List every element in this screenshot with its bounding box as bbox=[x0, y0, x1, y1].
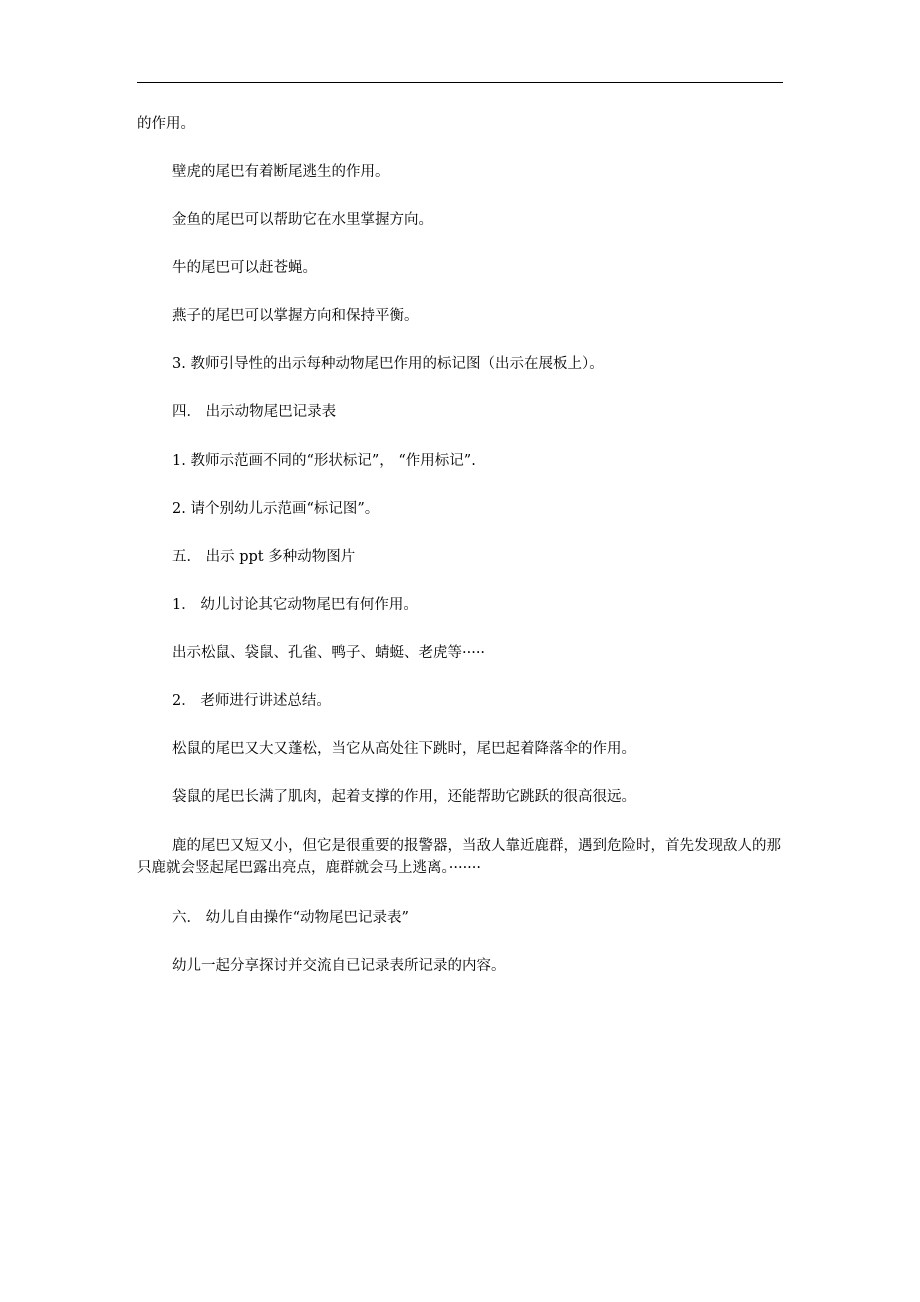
paragraph-step-4-1: 1. 教师示范画不同的“形状标记”， “作用标记”. bbox=[172, 453, 476, 469]
paragraph-step-5-1: 1． 幼儿讨论其它动物尾巴有何作用。 bbox=[172, 597, 418, 613]
paragraph-swallow-tail: 燕子的尾巴可以掌握方向和保持平衡。 bbox=[172, 308, 419, 324]
paragraph-kangaroo-tail: 袋鼠的尾巴长满了肌肉，起着支撑的作用，还能帮助它跳跃的很高很远。 bbox=[172, 789, 636, 805]
section-heading-4: 四． 出示动物尾巴记录表 bbox=[172, 404, 337, 420]
paragraph-cow-tail: 牛的尾巴可以赶苍蝇。 bbox=[172, 260, 317, 276]
paragraph-step-4-2: 2. 请个别幼儿示范画“标记图”。 bbox=[172, 501, 380, 517]
paragraph-goldfish-tail: 金鱼的尾巴可以帮助它在水里掌握方向。 bbox=[172, 212, 433, 228]
paragraph-step-3: 3. 教师引导性的出示每种动物尾巴作用的标记图（出示在展板上）。 bbox=[172, 356, 604, 372]
paragraph-deer-tail: 鹿的尾巴又短又小，但它是很重要的报警器，当敌人靠近鹿群，遇到危险时，首先发现敌人的那只鹿就会竖起尾巴露出亮点，鹿群就会马上逃离。······· bbox=[137, 838, 781, 876]
paragraph-animal-list: 出示松鼠、袋鼠、孔雀、鸭子、蜻蜓、老虎等····· bbox=[172, 645, 486, 661]
section-heading-6: 六． 幼儿自由操作“动物尾巴记录表” bbox=[172, 910, 409, 926]
header-rule bbox=[137, 82, 783, 83]
paragraph-sharing: 幼儿一起分享探讨并交流自已记录表所记录的内容。 bbox=[172, 958, 506, 974]
paragraph-gecko-tail: 壁虎的尾巴有着断尾逃生的作用。 bbox=[172, 164, 390, 180]
paragraph-squirrel-tail: 松鼠的尾巴又大又蓬松，当它从高处往下跳时，尾巴起着降落伞的作用。 bbox=[172, 741, 636, 757]
section-heading-5: 五． 出示 ppt 多种动物图片 bbox=[172, 549, 356, 565]
paragraph-continuation: 的作用。 bbox=[137, 116, 195, 132]
paragraph-step-5-2: 2． 老师进行讲述总结。 bbox=[172, 693, 331, 709]
